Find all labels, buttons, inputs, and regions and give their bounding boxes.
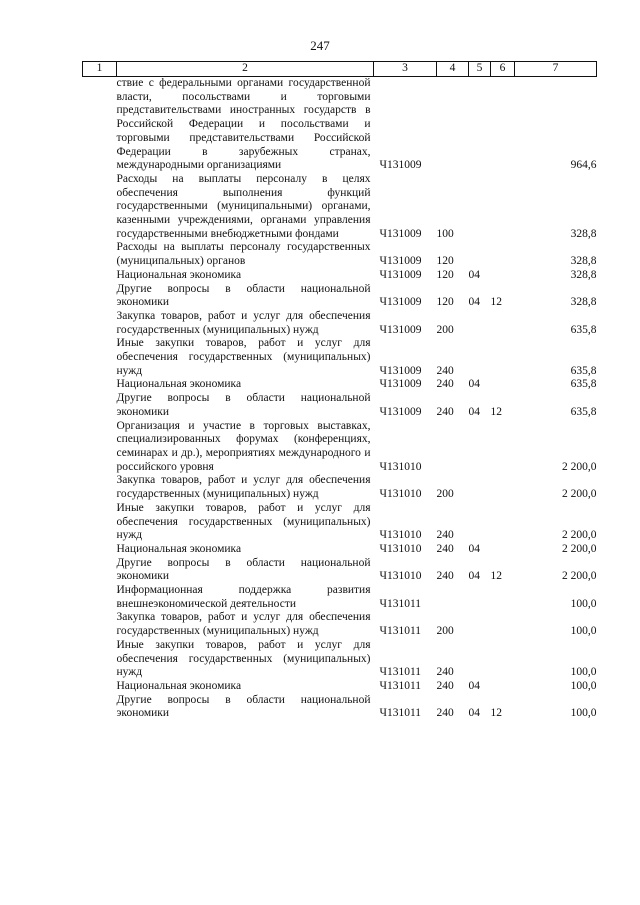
expense-type: 240 — [436, 666, 454, 679]
subsection — [491, 77, 515, 173]
section: 04 — [468, 707, 480, 720]
expense-type: 240 — [436, 364, 454, 377]
target-code: Ч131010 — [379, 488, 422, 501]
amount: 100,0 — [570, 666, 597, 679]
amount: 2 200,0 — [562, 529, 597, 542]
item-name: Закупка товаров, работ и услуг для обеспечения государственных (муниципальных) нужд — [116, 309, 371, 336]
expense-type: 100 — [436, 227, 454, 240]
expense-type: 200 — [436, 625, 454, 638]
subsection — [491, 474, 515, 501]
empty-cell — [83, 639, 117, 680]
empty-cell — [83, 173, 117, 242]
empty-cell — [83, 611, 117, 638]
expense-type: 240 — [436, 570, 454, 583]
table-row — [83, 283, 597, 310]
item-name: ствие с федеральными органами государственной власти, посольствами и торговыми представительствами иностранных государств в Российской Федерации и посольствами и торговыми представительствами Российской Федерации в зарубежных странах, международными организациями — [116, 77, 371, 172]
expense-type — [437, 584, 469, 611]
section — [469, 241, 491, 268]
amount: 635,8 — [570, 364, 597, 377]
section — [469, 337, 491, 378]
target-code: Ч131011 — [379, 707, 422, 720]
empty-cell — [83, 283, 117, 310]
section: 04 — [468, 542, 480, 555]
target-code: Ч131009 — [379, 405, 422, 418]
subsection — [491, 680, 515, 694]
section — [469, 611, 491, 638]
subsection — [491, 173, 515, 242]
subsection: 12 — [490, 296, 502, 309]
column-header-2: 2 — [117, 62, 374, 77]
expense-type: 240 — [436, 679, 454, 692]
subsection — [491, 543, 515, 557]
section — [469, 639, 491, 680]
item-name: Национальная экономика — [116, 542, 242, 555]
section — [469, 77, 491, 173]
section: 04 — [468, 570, 480, 583]
item-name: Другие вопросы в области национальной экономики — [116, 693, 371, 720]
section — [469, 420, 491, 475]
empty-cell — [83, 378, 117, 392]
table-row — [83, 241, 597, 268]
expense-type — [437, 420, 469, 475]
amount: 328,8 — [570, 227, 597, 240]
column-header-5: 5 — [469, 62, 491, 77]
empty-cell — [83, 241, 117, 268]
empty-cell — [83, 474, 117, 501]
subsection — [491, 337, 515, 378]
section: 04 — [468, 405, 480, 418]
empty-cell — [83, 557, 117, 584]
amount: 328,8 — [570, 296, 597, 309]
target-code: Ч131011 — [379, 625, 422, 638]
amount: 635,8 — [570, 323, 597, 336]
amount: 964,6 — [570, 159, 597, 172]
table-row — [83, 474, 597, 501]
target-code: Ч131009 — [379, 296, 422, 309]
subsection — [491, 639, 515, 680]
column-header-1: 1 — [83, 62, 117, 77]
amount: 328,8 — [570, 268, 597, 281]
item-name: Организация и участие в торговых выставках, специализированных форумах (конференциях, семинарах и др.), мероприятиях международного и российского уровня — [116, 419, 371, 473]
table-row — [83, 77, 597, 173]
subsection — [491, 269, 515, 283]
target-code: Ч131009 — [379, 268, 422, 281]
expense-type: 240 — [436, 378, 454, 391]
table-row — [83, 611, 597, 638]
target-code: Ч131010 — [379, 529, 422, 542]
amount: 100,0 — [570, 625, 597, 638]
amount: 100,0 — [570, 707, 597, 720]
empty-cell — [83, 694, 117, 721]
subsection — [491, 584, 515, 611]
empty-cell — [83, 77, 117, 173]
target-code: Ч131009 — [379, 159, 422, 172]
amount: 2 200,0 — [562, 488, 597, 501]
table-row — [83, 378, 597, 392]
amount: 635,8 — [570, 378, 597, 391]
target-code: Ч131009 — [379, 364, 422, 377]
item-name: Национальная экономика — [116, 378, 242, 391]
table-row — [83, 502, 597, 543]
subsection: 12 — [490, 405, 502, 418]
subsection — [491, 611, 515, 638]
section — [469, 173, 491, 242]
item-name: Закупка товаров, работ и услуг для обеспечения государственных (муниципальных) нужд — [116, 611, 371, 638]
empty-cell — [83, 502, 117, 543]
table-row — [83, 694, 597, 721]
subsection — [491, 420, 515, 475]
amount: 2 200,0 — [562, 542, 597, 555]
expense-type: 240 — [436, 542, 454, 555]
target-code: Ч131010 — [379, 542, 422, 555]
section — [469, 584, 491, 611]
item-name: Национальная экономика — [116, 268, 242, 281]
amount: 2 200,0 — [562, 570, 597, 583]
subsection — [491, 378, 515, 392]
empty-cell — [83, 337, 117, 378]
item-name: Иные закупки товаров, работ и услуг для обеспечения государственных (муниципальных) нужд — [116, 638, 371, 679]
subsection — [491, 241, 515, 268]
target-code: Ч131011 — [379, 597, 422, 610]
expense-type: 120 — [436, 255, 454, 268]
header-row — [83, 62, 597, 77]
expense-type: 240 — [436, 405, 454, 418]
table-row — [83, 337, 597, 378]
item-name: Иные закупки товаров, работ и услуг для обеспечения государственных (муниципальных) нужд — [116, 501, 371, 542]
empty-cell — [83, 584, 117, 611]
empty-cell — [83, 680, 117, 694]
column-header-7: 7 — [515, 62, 597, 77]
item-name: Расходы на выплаты персоналу в целях обеспечения выполнения функций государственными (муниципальными) органами, казенными учреждениями, органами управления государственными внебюджетными фондами — [116, 172, 371, 240]
target-code: Ч131009 — [379, 323, 422, 336]
column-header-4: 4 — [437, 62, 469, 77]
target-code: Ч131011 — [379, 679, 422, 692]
table-header — [83, 62, 597, 77]
table-body — [83, 77, 597, 722]
subsection — [491, 310, 515, 337]
section: 04 — [468, 679, 480, 692]
target-code: Ч131010 — [379, 460, 422, 473]
target-code: Ч131011 — [379, 666, 422, 679]
section — [469, 474, 491, 501]
item-name: Иные закупки товаров, работ и услуг для обеспечения государственных (муниципальных) нужд — [116, 337, 371, 377]
empty-cell — [83, 420, 117, 475]
item-name: Закупка товаров, работ и услуг для обеспечения государственных (муниципальных) нужд — [116, 474, 371, 501]
column-header-3: 3 — [374, 62, 437, 77]
target-code: Ч131009 — [379, 227, 422, 240]
section — [469, 310, 491, 337]
section — [469, 502, 491, 543]
page-number: 247 — [310, 38, 330, 53]
empty-cell — [83, 269, 117, 283]
amount: 2 200,0 — [562, 460, 597, 473]
table-row — [83, 543, 597, 557]
expense-type: 200 — [436, 488, 454, 501]
item-name: Другие вопросы в области национальной экономики — [116, 392, 371, 418]
target-code: Ч131010 — [379, 570, 422, 583]
item-name: Национальная экономика — [116, 679, 242, 692]
expense-type: 120 — [436, 268, 454, 281]
amount: 100,0 — [570, 597, 597, 610]
table-row — [83, 310, 597, 337]
target-code: Ч131009 — [379, 378, 422, 391]
empty-cell — [83, 392, 117, 419]
table-row — [83, 392, 597, 419]
table-row — [83, 269, 597, 283]
table-row — [83, 173, 597, 242]
table-row — [83, 420, 597, 475]
subsection: 12 — [490, 707, 502, 720]
column-header-6: 6 — [491, 62, 515, 77]
target-code: Ч131009 — [379, 255, 422, 268]
section: 04 — [468, 268, 480, 281]
item-name: Другие вопросы в области национальной экономики — [116, 556, 371, 583]
amount: 635,8 — [570, 405, 597, 418]
expense-type: 240 — [436, 707, 454, 720]
section: 04 — [468, 378, 480, 391]
subsection: 12 — [490, 570, 502, 583]
item-name: Другие вопросы в области национальной экономики — [116, 282, 371, 309]
table-row — [83, 680, 597, 694]
amount: 328,8 — [570, 255, 597, 268]
budget-table — [82, 61, 597, 721]
expense-type: 240 — [436, 529, 454, 542]
item-name: Информационная поддержка развития внешнеэкономической деятельности — [116, 584, 371, 610]
section: 04 — [468, 296, 480, 309]
amount: 100,0 — [570, 679, 597, 692]
table-row — [83, 639, 597, 680]
empty-cell — [83, 310, 117, 337]
item-name: Расходы на выплаты персоналу государственных (муниципальных) органов — [116, 241, 371, 268]
table-row — [83, 584, 597, 611]
empty-cell — [83, 543, 117, 557]
expense-type: 200 — [436, 323, 454, 336]
table-row — [83, 557, 597, 584]
expense-type — [437, 77, 469, 173]
subsection — [491, 502, 515, 543]
expense-type: 120 — [436, 296, 454, 309]
